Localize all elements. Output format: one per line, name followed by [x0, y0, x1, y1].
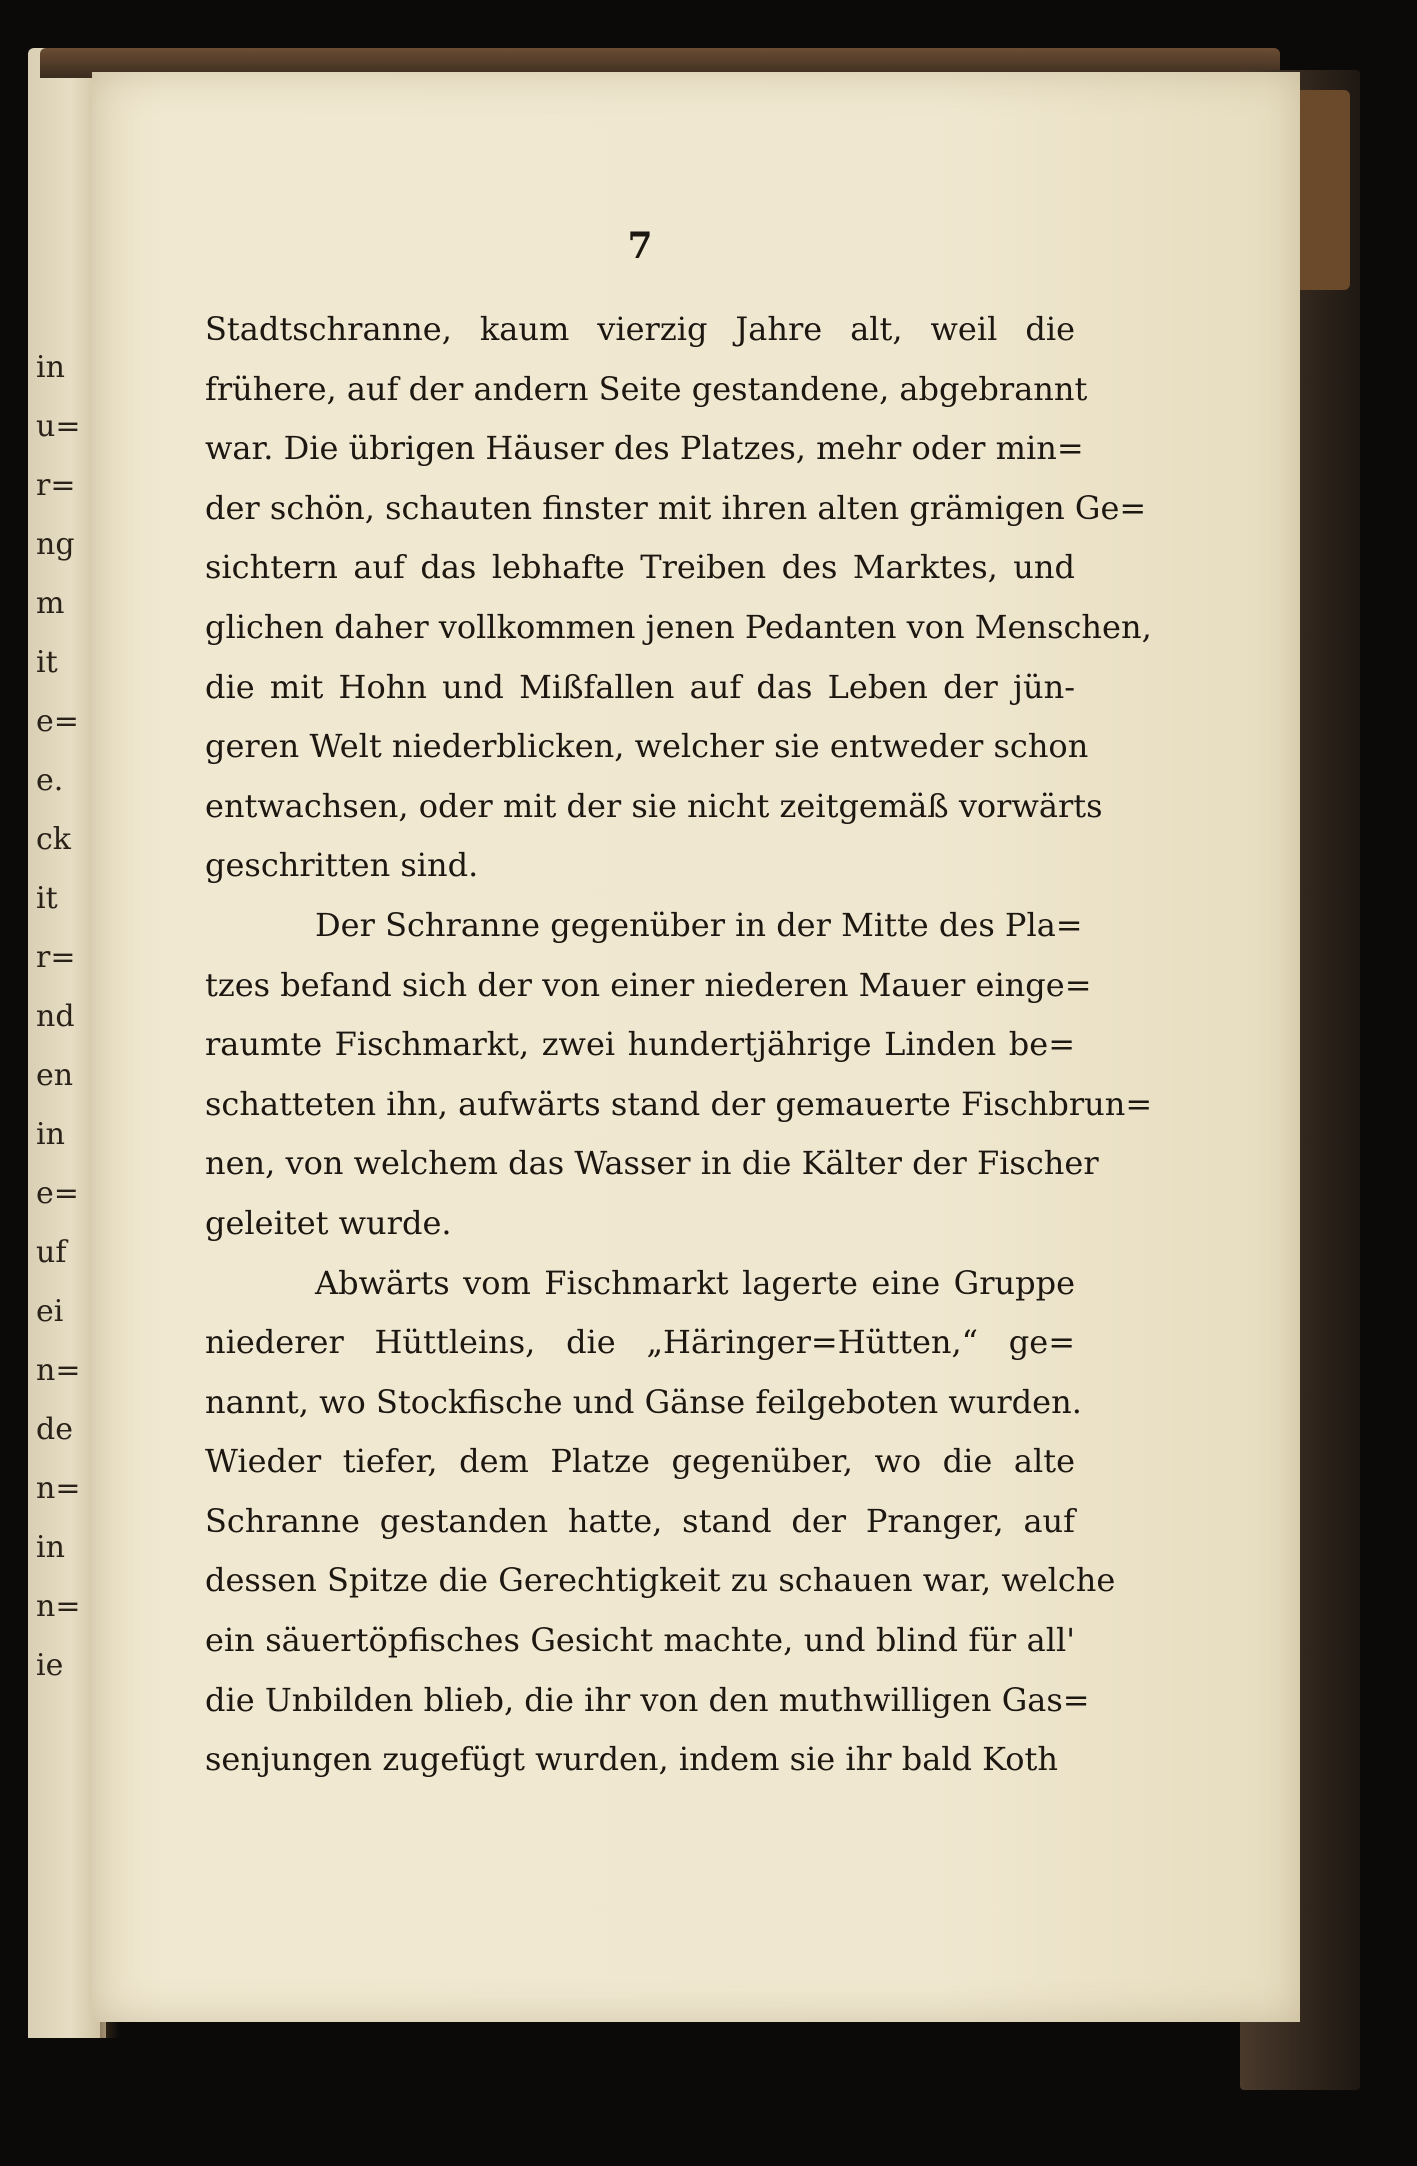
left-page-fragment: uf — [36, 1235, 67, 1270]
left-page-fragments — [36, 338, 96, 1695]
left-page-fragment: u= — [36, 409, 81, 444]
text-line: die Unbilden blieb, die ihr von den muthwilligen Gas= — [205, 1680, 1090, 1719]
text-line: nen, von welchem das Wasser in die Kälter der Fischer — [205, 1144, 1099, 1183]
text-line: raumte Fischmarkt, zwei hundertjährige Linden be= — [205, 1025, 1075, 1064]
paragraph — [205, 896, 1153, 1254]
text-line: glichen daher vollkommen jenen Pedanten von Menschen, — [205, 607, 1152, 646]
text-line: Stadtschranne, kaum vierzig Jahre alt, weil die — [205, 310, 1075, 348]
left-page-fragment: e. — [36, 763, 64, 798]
left-page-fragment: ei — [36, 1294, 64, 1329]
text-line: senjungen zugefügt wurden, indem sie ihr bald Koth — [205, 1740, 1058, 1779]
text-line: dessen Spitze die Gerechtigkeit zu schauen war, welche — [205, 1561, 1116, 1600]
left-page-fragment: it — [36, 881, 58, 916]
text-line: geschritten sind. — [205, 846, 479, 885]
left-page-fragment: ie — [36, 1648, 64, 1683]
body-text — [205, 300, 1153, 1790]
text-line: geleitet wurde. — [205, 1203, 452, 1242]
text-line: sichtern auf das lebhafte Treiben des Marktes, und — [205, 548, 1075, 587]
text-line: Wieder tiefer, dem Platze gegenüber, wo die alte — [205, 1442, 1075, 1481]
left-page-fragment: n= — [36, 1471, 81, 1506]
text-line: schatteten ihn, aufwärts stand der gemauerte Fischbrun= — [205, 1084, 1153, 1123]
text-line: nannt, wo Stockfische und Gänse feilgeboten wurden. — [205, 1382, 1082, 1421]
left-page-fragment: en — [36, 1058, 74, 1093]
text-line: tzes befand sich der von einer niederen Mauer einge= — [205, 965, 1092, 1004]
text-line: der schön, schauten finster mit ihren alten grämigen Ge= — [205, 488, 1147, 527]
text-line: frühere, auf der andern Seite gestandene, abgebrannt — [205, 369, 1088, 408]
text-line: Abwärts vom Fischmarkt lagerte eine Gruppe — [315, 1263, 1075, 1302]
left-page-fragment: de — [36, 1412, 73, 1447]
left-page-fragment: in — [36, 1117, 65, 1152]
left-page-fragment: ck — [36, 822, 71, 857]
left-page-fragment: ng — [36, 527, 75, 562]
text-line: geren Welt niederblicken, welcher sie entweder schon — [205, 727, 1089, 766]
text-line: die mit Hohn und Mißfallen auf das Leben der jün- — [205, 667, 1075, 706]
left-page-fragment: e= — [36, 704, 79, 739]
left-page-fragment: it — [36, 645, 58, 680]
left-page-fragment: n= — [36, 1589, 81, 1624]
text-line: Schranne gestanden hatte, stand der Pranger, auf — [205, 1501, 1075, 1540]
text-line: ein säuertöpfisches Gesicht machte, und blind für all' — [205, 1621, 1075, 1660]
left-page-fragment: r= — [36, 940, 76, 975]
left-page-fragment: in — [36, 1530, 65, 1565]
text-line: entwachsen, oder mit der sie nicht zeitgemäß vorwärts — [205, 786, 1103, 825]
text-line: niederer Hüttleins, die „Häringer=Hütten,“ ge= — [205, 1323, 1075, 1362]
left-page-fragment: n= — [36, 1353, 81, 1388]
left-page-fragment: m — [36, 586, 65, 621]
text-line: war. Die übrigen Häuser des Platzes, mehr oder min= — [205, 429, 1084, 468]
left-page-fragment: e= — [36, 1176, 79, 1211]
page-number: 7 — [627, 225, 653, 267]
paragraph — [205, 300, 1152, 896]
text-line: Der Schranne gegenüber in der Mitte des Pla= — [315, 905, 1083, 944]
left-page-fragment: nd — [36, 999, 75, 1034]
left-page-fragment: in — [36, 350, 65, 385]
left-page-fragment: r= — [36, 468, 76, 503]
paragraph — [205, 1254, 1116, 1790]
